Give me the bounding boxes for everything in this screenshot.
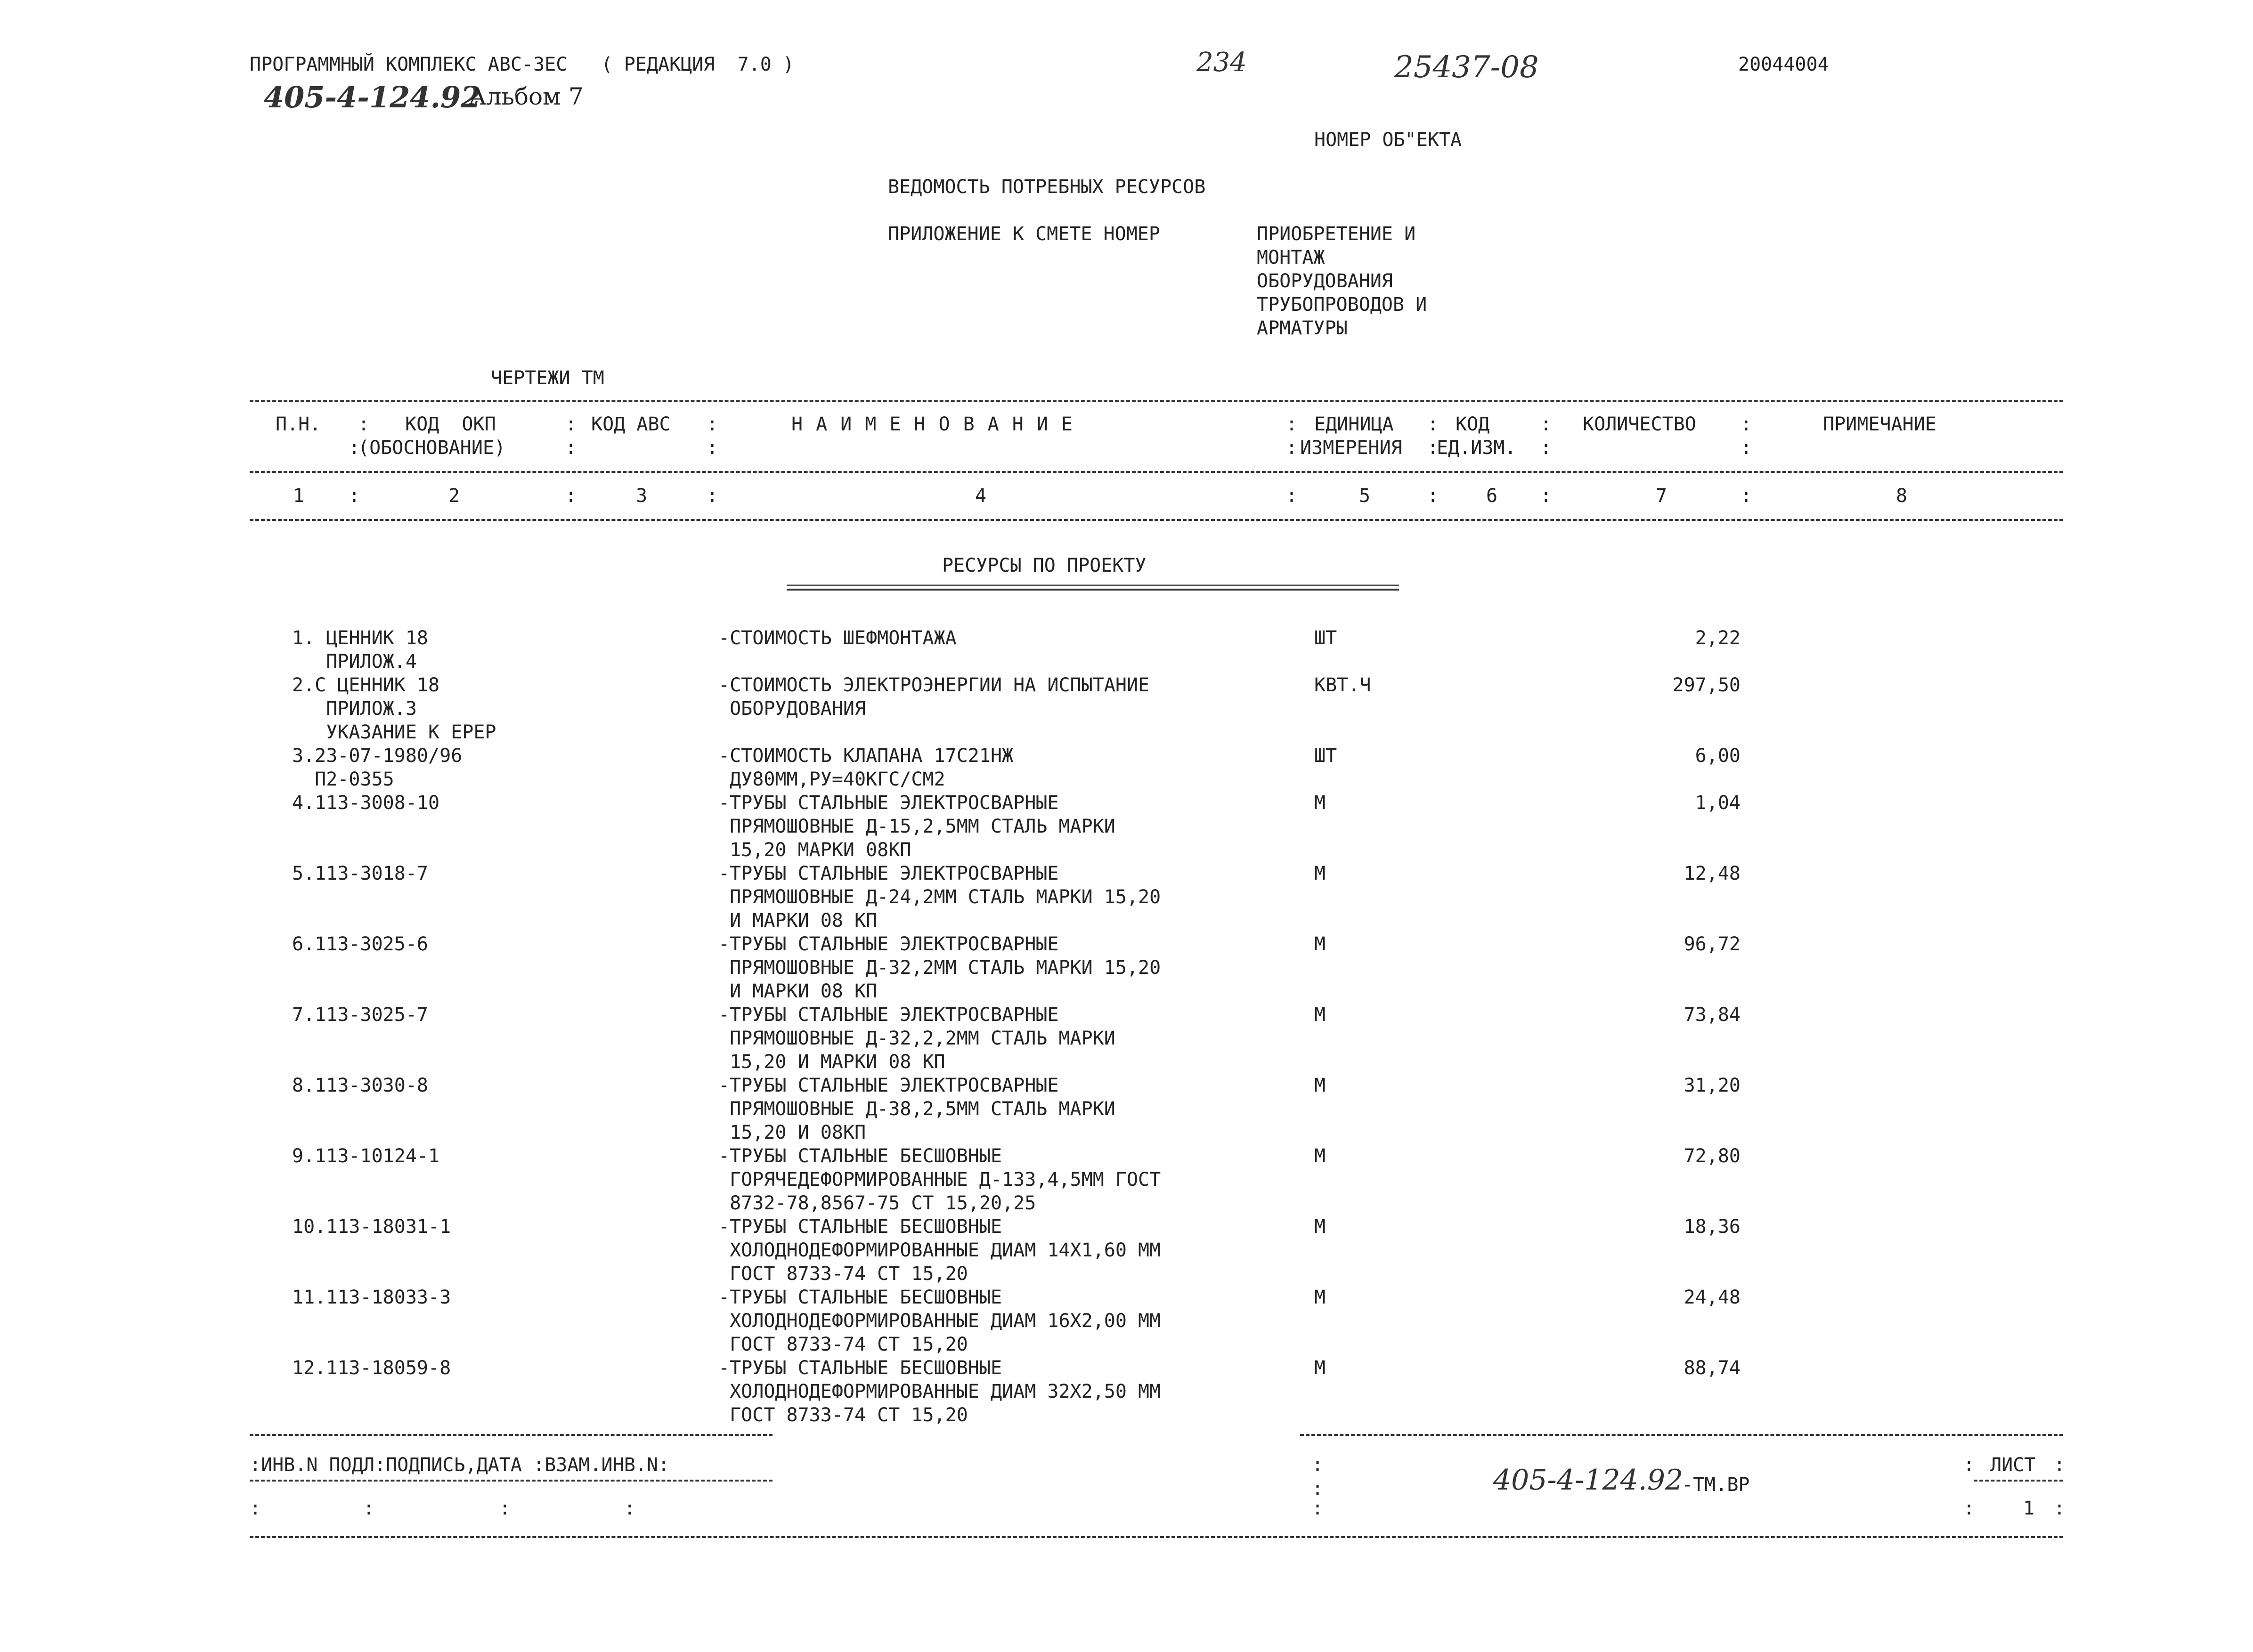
sep: : xyxy=(1427,413,1439,435)
col-name: НАИМЕНОВАНИЕ xyxy=(791,413,1086,435)
document-title: ВЕДОМОСТЬ ПОТРЕБНЫХ РЕСУРСОВ xyxy=(888,176,1206,198)
document-handwritten-code: 405-4-124.92 xyxy=(1493,1464,1684,1497)
item-quantity: 31,20 xyxy=(1684,1075,1741,1096)
item-name: -ТРУБЫ СТАЛЬНЫЕ ЭЛЕКТРОСВАРНЫЕ ПРЯМОШОВНЫЕ Д-32,2,2ММ СТАЛЬ МАРКИ 15,20 И МАРКИ 08 КП xyxy=(718,1004,1115,1073)
sep: : xyxy=(1741,413,1752,435)
item-name: -ТРУБЫ СТАЛЬНЫЕ БЕСШОВНЫЕ ХОЛОДНОДЕФОРМИРОВАННЫЕ ДИАМ 14Х1,60 ММ ГОСТ 8733-74 СТ 15,20 xyxy=(718,1216,1161,1285)
col-abc: КОД АВС xyxy=(591,413,671,435)
stamp-bottom-rule xyxy=(250,1536,2063,1538)
item-quantity: 297,50 xyxy=(1672,674,1741,696)
appendix-label: ПРИЛОЖЕНИЕ К СМЕТЕ НОМЕР xyxy=(888,223,1160,245)
item-code: 4.113-3008-10 xyxy=(292,792,440,814)
item-unit: М xyxy=(1314,1287,1326,1308)
col-unit-code-2: ЕД.ИЗМ. xyxy=(1437,437,1516,459)
item-code: 1. ЦЕННИК 18 ПРИЛОЖ.4 xyxy=(292,627,428,672)
sep: : xyxy=(1427,485,1439,507)
col-unit: ЕДИНИЦА xyxy=(1314,413,1394,435)
sep: : xyxy=(2054,1454,2066,1476)
sep: : xyxy=(1963,1454,1975,1476)
item-name: -ТРУБЫ СТАЛЬНЫЕ ЭЛЕКТРОСВАРНЫЕ ПРЯМОШОВНЫЕ Д-24,2ММ СТАЛЬ МАРКИ 15,20 И МАРКИ 08 КП xyxy=(718,863,1161,931)
album-handwritten-code: 405-4-124.92 xyxy=(264,80,481,114)
document-suffix: -ТМ.ВР xyxy=(1682,1474,1750,1496)
item-name: -ТРУБЫ СТАЛЬНЫЕ ЭЛЕКТРОСВАРНЫЕ ПРЯМОШОВНЫЕ Д-15,2,5ММ СТАЛЬ МАРКИ 15,20 МАРКИ 08КП xyxy=(718,792,1115,861)
sep: : xyxy=(565,413,577,435)
item-unit: М xyxy=(1314,792,1326,814)
item-unit: ШТ xyxy=(1314,745,1337,767)
sep: : xyxy=(707,437,718,459)
sep: : xyxy=(349,485,360,507)
item-code: 2.С ЦЕННИК 18 ПРИЛОЖ.3 УКАЗАНИЕ К ЕРЕР xyxy=(292,674,496,743)
sheet-number: 1 xyxy=(2023,1498,2035,1519)
item-code: 12.113-18059-8 xyxy=(292,1357,451,1379)
header-bottom-rule xyxy=(250,519,2063,521)
item-name: -ТРУБЫ СТАЛЬНЫЕ ЭЛЕКТРОСВАРНЫЕ ПРЯМОШОВНЫЕ Д-32,2ММ СТАЛЬ МАРКИ 15,20 И МАРКИ 08 КП xyxy=(718,933,1161,1002)
item-name: -ТРУБЫ СТАЛЬНЫЕ БЕСШОВНЫЕ ГОРЯЧЕДЕФОРМИРОВАННЫЕ Д-133,4,5ММ ГОСТ 8732-78,8567-75 СТ 15,20,25 xyxy=(718,1145,1161,1214)
item-unit: М xyxy=(1314,1145,1326,1167)
item-name: -СТОИМОСТЬ ШЕФМОНТАЖА xyxy=(718,627,957,649)
col-okp-basis: (ОБОСНОВАНИЕ) xyxy=(358,437,506,459)
inventory-number: 25437-08 xyxy=(1394,50,1539,85)
col-okp: КОД ОКП xyxy=(405,413,496,435)
stamp-columns: :ИНВ.N ПОДЛ:ПОДПИСЬ,ДАТА :ВЗАМ.ИНВ.N: xyxy=(250,1454,670,1476)
drawings-label: ЧЕРТЕЖИ ТМ xyxy=(491,367,604,389)
colnum-8: 8 xyxy=(1896,485,1908,507)
item-code: 3.23-07-1980/96 П2-0355 xyxy=(292,745,463,790)
item-unit: ШТ xyxy=(1314,627,1337,649)
sep: : xyxy=(1427,437,1439,459)
item-quantity: 2,22 xyxy=(1695,627,1741,649)
item-name: -ТРУБЫ СТАЛЬНЫЕ ЭЛЕКТРОСВАРНЫЕ ПРЯМОШОВНЫЕ Д-38,2,5ММ СТАЛЬ МАРКИ 15,20 И 08КП xyxy=(718,1075,1115,1143)
sep: : xyxy=(358,413,370,435)
stamp-mid-rule xyxy=(250,1480,773,1482)
sep: : xyxy=(1286,413,1298,435)
sheet-label: ЛИСТ xyxy=(1990,1454,2036,1476)
stamp-empty-row: : : : : xyxy=(250,1498,635,1519)
object-number-label: НОМЕР ОБ"ЕКТА xyxy=(1314,129,1462,151)
stamp-top-rule-right xyxy=(1300,1434,2063,1436)
sep: : xyxy=(1540,437,1552,459)
sep: : xyxy=(707,485,718,507)
item-code: 5.113-3018-7 xyxy=(292,863,428,884)
header-mid-rule xyxy=(250,471,2063,473)
col-unit-measure: ИЗМЕРЕНИЯ xyxy=(1300,437,1402,459)
sep: : xyxy=(1963,1498,1975,1519)
stamp-top-rule xyxy=(250,1434,773,1436)
program-header: ПРОГРАММНЫЙ КОМПЛЕКС АВС-3ЕС ( РЕДАКЦИЯ 7.0 ) xyxy=(250,54,794,75)
item-unit: М xyxy=(1314,1004,1326,1026)
item-code: 6.113-3025-6 xyxy=(292,933,428,955)
item-unit: М xyxy=(1314,933,1326,955)
sep: : xyxy=(1312,1454,1324,1476)
item-quantity: 88,74 xyxy=(1684,1357,1741,1379)
item-code: 10.113-18031-1 xyxy=(292,1216,451,1238)
appendix-text: ПРИОБРЕТЕНИЕ И МОНТАЖ ОБОРУДОВАНИЯ ТРУБОПРОВОДОВ И АРМАТУРЫ xyxy=(1257,223,1427,339)
sep: : xyxy=(1312,1478,1324,1499)
sep: : xyxy=(707,413,718,435)
sep: : xyxy=(1286,437,1298,459)
sep: : xyxy=(1741,485,1752,507)
item-unit: КВТ.Ч xyxy=(1314,674,1371,696)
colnum-5: 5 xyxy=(1359,485,1371,507)
sep: : xyxy=(1286,485,1298,507)
album-label: Альбом 7 xyxy=(469,83,584,110)
item-unit: М xyxy=(1314,863,1326,884)
item-quantity: 24,48 xyxy=(1684,1287,1741,1308)
section-title: РЕСУРСЫ ПО ПРОЕКТУ xyxy=(942,555,1147,576)
item-code: 11.113-18033-3 xyxy=(292,1287,451,1308)
colnum-7: 7 xyxy=(1656,485,1667,507)
section-title-underline xyxy=(787,584,1399,591)
sep: : xyxy=(2054,1498,2066,1519)
col-pn: П.Н. xyxy=(276,413,321,435)
item-name: -СТОИМОСТЬ ЭЛЕКТРОЭНЕРГИИ НА ИСПЫТАНИЕ ОБОРУДОВАНИЯ xyxy=(718,674,1150,720)
sep: : xyxy=(1312,1498,1324,1519)
page-number: 234 xyxy=(1196,47,1247,78)
colnum-1: 1 xyxy=(293,485,305,507)
document-code: 20044004 xyxy=(1738,54,1829,75)
item-unit: М xyxy=(1314,1075,1326,1096)
item-name: -СТОИМОСТЬ КЛАПАНА 17С21НЖ ДУ80ММ,РУ=40КГС/СМ2 xyxy=(718,745,1014,790)
colnum-4: 4 xyxy=(975,485,987,507)
col-note: ПРИМЕЧАНИЕ xyxy=(1823,413,1936,435)
colnum-2: 2 xyxy=(448,485,460,507)
item-quantity: 96,72 xyxy=(1684,933,1741,955)
sep: : xyxy=(1540,413,1552,435)
item-unit: М xyxy=(1314,1357,1326,1379)
item-quantity: 6,00 xyxy=(1695,745,1741,767)
colnum-6: 6 xyxy=(1486,485,1498,507)
colnum-3: 3 xyxy=(636,485,648,507)
sep: : xyxy=(349,437,360,459)
col-unit-code: КОД xyxy=(1456,413,1490,435)
sep: : xyxy=(565,437,577,459)
item-name: -ТРУБЫ СТАЛЬНЫЕ БЕСШОВНЫЕ ХОЛОДНОДЕФОРМИРОВАННЫЕ ДИАМ 16Х2,00 ММ ГОСТ 8733-74 СТ 15,20 xyxy=(718,1287,1161,1355)
item-quantity: 18,36 xyxy=(1684,1216,1741,1238)
sep: : xyxy=(565,485,577,507)
sep: : xyxy=(1540,485,1552,507)
item-code: 8.113-3030-8 xyxy=(292,1075,428,1096)
sheet-mid-rule xyxy=(1974,1480,2063,1482)
item-quantity: 12,48 xyxy=(1684,863,1741,884)
sep: : xyxy=(1741,437,1752,459)
item-unit: М xyxy=(1314,1216,1326,1238)
item-quantity: 72,80 xyxy=(1684,1145,1741,1167)
item-name: -ТРУБЫ СТАЛЬНЫЕ БЕСШОВНЫЕ ХОЛОДНОДЕФОРМИРОВАННЫЕ ДИАМ 32Х2,50 ММ ГОСТ 8733-74 СТ 15,20 xyxy=(718,1357,1161,1426)
item-code: 9.113-10124-1 xyxy=(292,1145,440,1167)
item-quantity: 73,84 xyxy=(1684,1004,1741,1026)
item-code: 7.113-3025-7 xyxy=(292,1004,428,1026)
header-top-rule xyxy=(250,400,2063,402)
col-qty: КОЛИЧЕСТВО xyxy=(1583,413,1696,435)
item-quantity: 1,04 xyxy=(1695,792,1741,814)
